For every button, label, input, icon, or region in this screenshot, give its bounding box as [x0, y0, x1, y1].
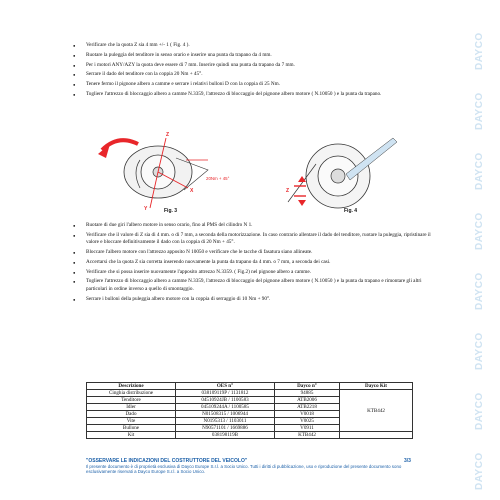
- instruction-item: ● Per i motori ANY/AZY la quota deve essere di 7 mm. Inserire quindi una punta da trapano da 7 mm.: [0, 62, 440, 69]
- table-cell: Vite: [87, 418, 176, 425]
- instruction-item: ● Ruotare la puleggia del tenditore in senso orario e inserire una punta da trapano da 4 mm.: [0, 52, 440, 59]
- table-cell: ATB2006: [275, 397, 340, 404]
- table-cell: 038198119B: [176, 432, 275, 439]
- footer-text: Il presente documento è di proprietà esclusiva di Dayco Europe S.r.l. a Socio Unico. Tutti i diritti di pubblicazione, uso e riproduzione del presente documento sono esclusivamente riservati a Dayco Europe S.r.l. a Socio Unico.: [86, 464, 402, 475]
- table-cell-empty: [340, 432, 413, 439]
- fig4-caption: Fig. 4: [344, 208, 358, 214]
- table-cell: Kit: [87, 432, 176, 439]
- table-cell: V0025: [275, 418, 340, 425]
- watermark-text: DAYCO: [474, 452, 485, 490]
- watermark-text: DAYCO: [474, 92, 485, 130]
- watermark-text: DAYCO: [474, 392, 485, 430]
- instruction-item: ● Ruotare di due giri l'albero motore in senso orario, fino al PMS del cilindro N 1.: [0, 222, 440, 229]
- table-cell: ATB2218: [275, 404, 340, 411]
- col-dayco-kit: Dayco Kit: [340, 383, 413, 390]
- dayco-kit-cell: KTB442: [340, 390, 413, 432]
- watermark-text: DAYCO: [474, 272, 485, 310]
- dayco-watermark-strip: [474, 10, 492, 490]
- table-cell: Bullone: [87, 425, 176, 432]
- instruction-item: ● Verificare che si possa inserire nuovamente l'apposito attrezzo N.3359. ( Fig.2) nel pignone albero a camme.: [0, 269, 440, 276]
- fig3-label-y: Y: [144, 206, 148, 212]
- fig4-pulley-illustration: [288, 138, 397, 208]
- table-cell: 045109244A / 1100585: [176, 404, 275, 411]
- instruction-item: ● Verificare che il valore di Z sia di 4 mm. o di 7 mm, a seconda della motorizzazione. In caso contrario allentare il dado del tenditore, ruotare la puleggia, ripristinare il valore e bloccare definitivamente il dado con la coppia di 20 Nm + 45°.: [0, 232, 440, 247]
- parts-table-header: [87, 383, 413, 390]
- table-cell: V0018: [275, 411, 340, 418]
- instruction-item: ● Togliere l'attrezzo di bloccaggio albero a camme N.3359, l'attrezzo di bloccaggio del pignone albero motore ( N.10050 ) e la punta da trapano.: [0, 91, 440, 98]
- col-dayco-n: Dayco n°: [275, 383, 340, 390]
- table-row: [87, 432, 413, 439]
- table-cell: Tenditore: [87, 397, 176, 404]
- table-cell: N01508315 / 1006944: [176, 411, 275, 418]
- fig3-tensioner-illustration: [98, 138, 208, 208]
- fig3-drawing: [88, 130, 398, 214]
- figures: [88, 130, 398, 214]
- fig4-label-z: Z: [286, 188, 290, 194]
- watermark-text: DAYCO: [474, 152, 485, 190]
- instruction-item: ● Togliere l'attrezzo di bloccaggio albero a camme N.3359, l'attrezzo di bloccaggio del pignone albero motore ( N.10050 ) e la punta da trapano e rimontare gli altri particolari in ordine inverso a quello di smontaggio.: [0, 278, 440, 293]
- instruction-item: ● Bloccare l'albero motore con l'attrezzo apposito N 10050 e verificare che le tacche di fasatura siano allineate.: [0, 249, 440, 256]
- instruction-item: ● Accertarsi che la quota Z sia corretta inserendo nuovamente la punta da trapano da 4 mm. o 7 mm, a seconda dei casi.: [0, 259, 440, 266]
- footer: [86, 458, 426, 474]
- col-descrizione: Descrizione: [87, 383, 176, 390]
- footer-heading: "OSSERVARE LE INDICAZIONI DEL COSTRUTTORE DEL VEICOLO": [86, 458, 248, 464]
- page-number: 3/3: [404, 458, 411, 464]
- watermark-text: DAYCO: [474, 332, 485, 370]
- instruction-item: ● Serrare i bulloni della puleggia albero motore con la coppia di serraggio di 10 Nm + 90°.: [0, 296, 440, 303]
- watermark-text: DAYCO: [474, 212, 485, 250]
- fig3-label-z: Z: [166, 132, 170, 138]
- instruction-item: ● Tenere fermo il pignone albero a camme e serrare i relativi bulloni D con la coppia di 25 Nm.: [0, 81, 440, 88]
- table-cell: Cinghia distribuzione: [87, 390, 176, 397]
- fig3-caption: Fig. 3: [164, 208, 178, 214]
- instructions-top: [0, 42, 440, 101]
- table-row: [87, 390, 413, 397]
- table-cell: Idler: [87, 404, 176, 411]
- table-cell: V0911: [275, 425, 340, 432]
- table-cell: 038109119P / 1131812: [176, 390, 275, 397]
- instruction-item: ● Serrare il dado del tenditore con la coppia 20 Nm + 45°.: [0, 71, 440, 78]
- parts-table: [86, 382, 413, 439]
- col-oes: OES n°: [176, 383, 275, 390]
- table-cell: Dado: [87, 411, 176, 418]
- table-cell: N0195313 / 1103011: [176, 418, 275, 425]
- table-cell: N90571101 / 1669886: [176, 425, 275, 432]
- table-cell: 94885: [275, 390, 340, 397]
- table-cell: 04510924JB / 1100583: [176, 397, 275, 404]
- instructions-bottom: [0, 222, 440, 305]
- fig3-label-x: X: [190, 188, 194, 194]
- instruction-item: ● Verificare che la quota Z sia 4 mm +/- 1 ( Fig. 4 ).: [0, 42, 440, 49]
- fig3-torque-label: 20Nm + 45°: [206, 176, 230, 181]
- watermark-text: DAYCO: [474, 32, 485, 70]
- table-cell: KTB442: [275, 432, 340, 439]
